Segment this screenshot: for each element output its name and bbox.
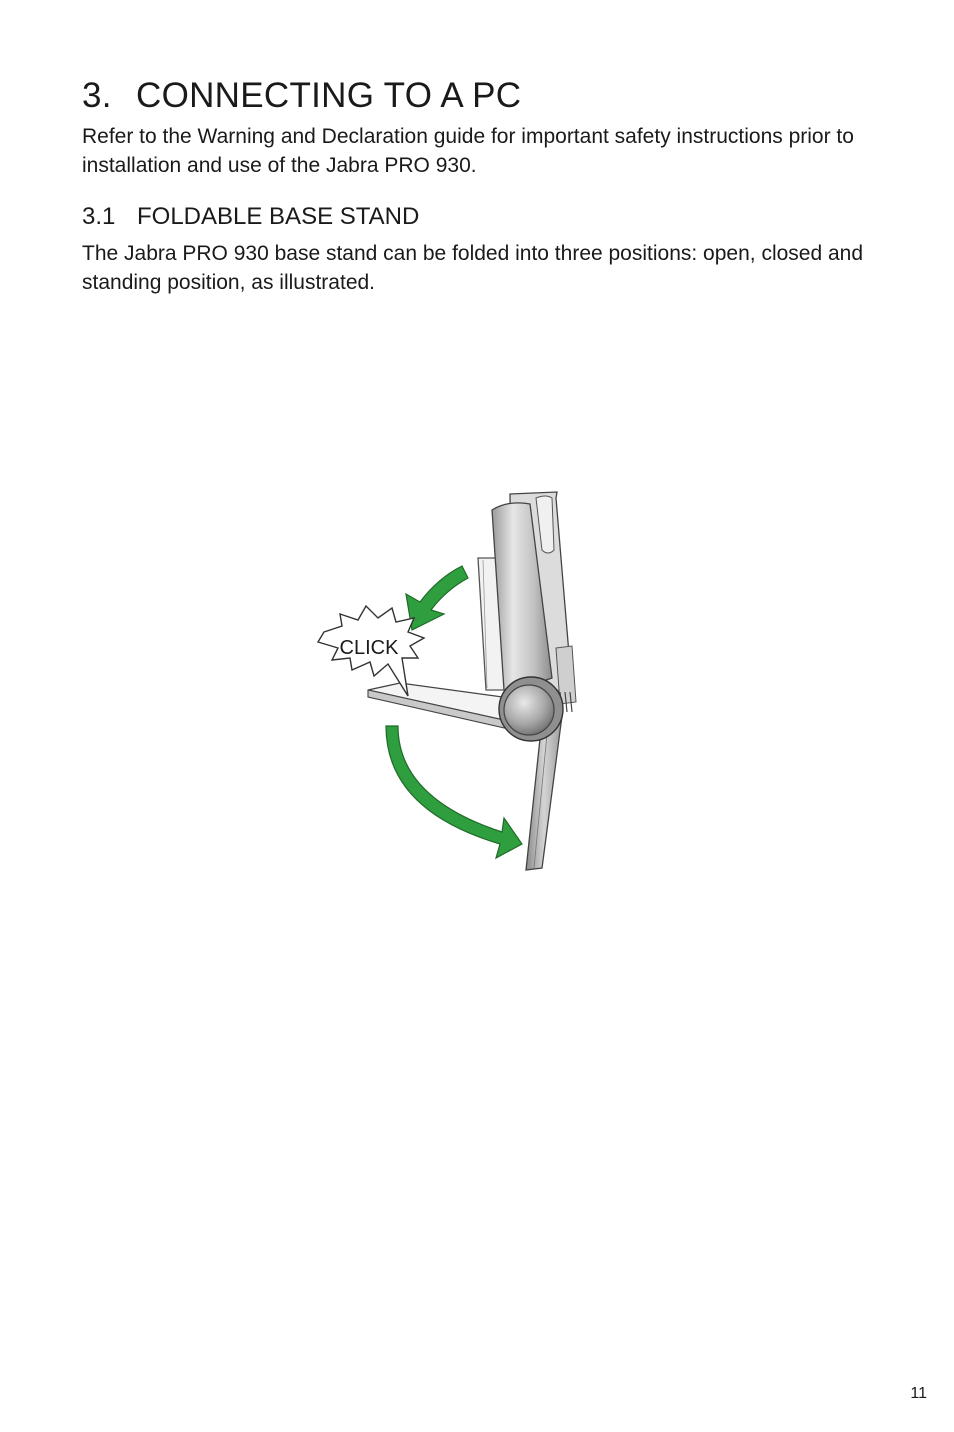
click-label: CLICK [339,637,399,659]
chapter-heading [82,76,521,116]
click-callout [318,606,424,696]
section-title: FOLDABLE BASE STAND [137,203,420,230]
section-heading [82,203,419,231]
hinge-knob [499,677,563,741]
intro-paragraph: Refer to the Warning and Declaration guide for important safety instructions prior to installation and use of the Jabra PRO 930. [82,125,854,177]
section-paragraph: The Jabra PRO 930 base stand can be folded into three positions: open, closed and standing position, as illustrated. [82,242,864,294]
page-number: 11 [910,1385,927,1402]
chapter-title: CONNECTING TO A PC [136,76,522,115]
base-stand-illustration [290,480,610,880]
fold-up-arrow-icon [406,566,468,630]
fold-down-arrow-icon [386,726,522,858]
base-stand-drawing [290,480,610,880]
section-number: 3.1 [82,203,116,230]
chapter-number: 3. [82,76,112,115]
